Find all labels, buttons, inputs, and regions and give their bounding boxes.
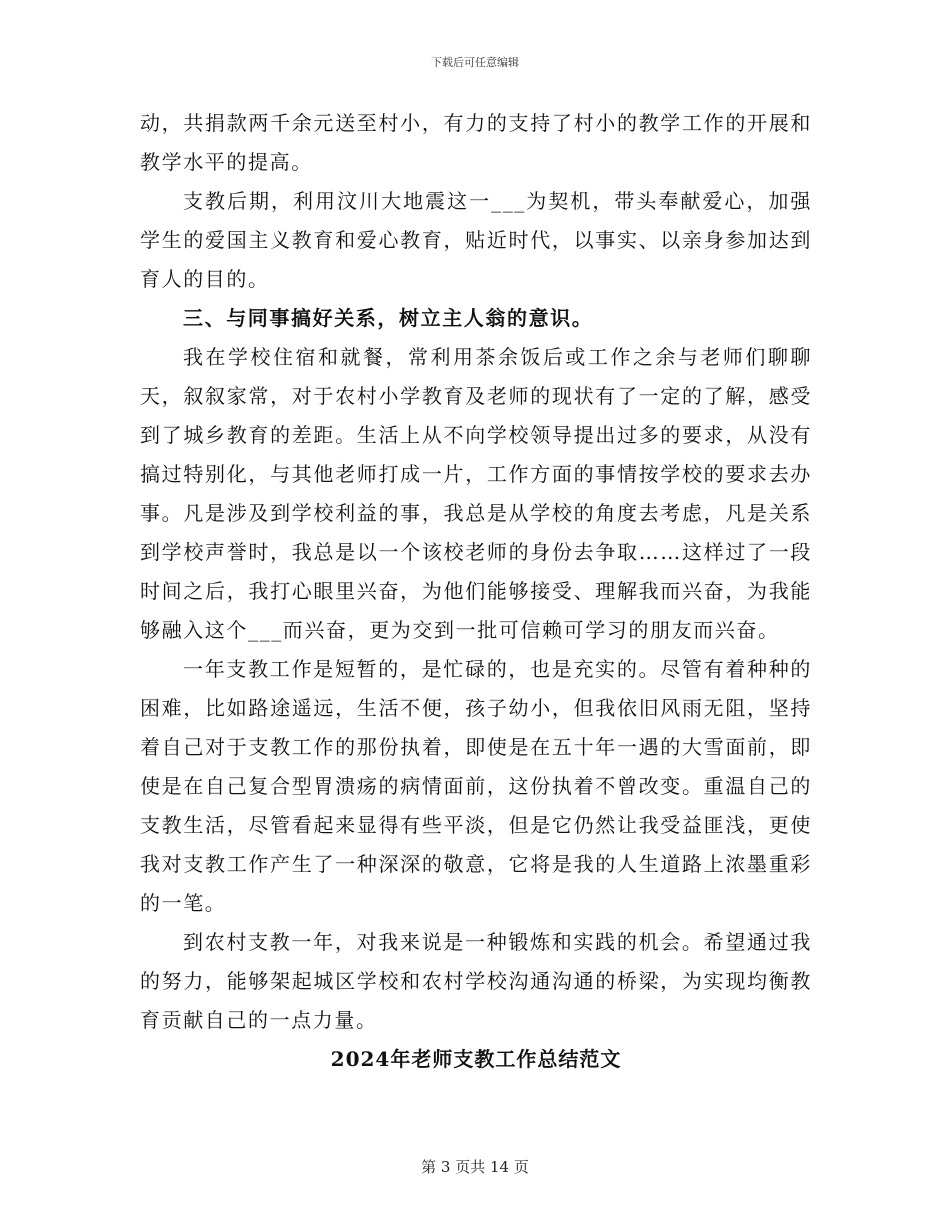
paragraph-continuation: 动，共捐款两千余元送至村小，有力的支持了村小的教学工作的开展和教学水平的提高。 [140,111,812,174]
document-body [140,104,812,1079]
paragraph-late-period: 支教后期，利用汶川大地震这一___为契机，带头奉献爱心，加强学生的爱国主义教育和爱心教育，贴近时代，以事实、以亲身参加达到育人的目的。 [140,189,812,291]
next-article-title: 2024年老师支教工作总结范文 [330,1047,622,1071]
page-header: 下载后可任意编辑 [431,56,519,69]
section-heading-colleagues: 三、与同事搞好关系，树立主人翁的意识。 [183,306,594,330]
page-footer: 第 3 页共 14 页 [421,1158,529,1176]
paragraph-conclusion: 到农村支教一年，对我来说是一种锻炼和实践的机会。希望通过我的努力，能够架起城区学校和农村学校沟通沟通的桥梁，为实现均衡教育贡献自己的一点力量。 [140,930,812,1032]
paragraph-reflection: 一年支教工作是短暂的，是忙碌的，也是充实的。尽管有着种种的困难，比如路途遥远，生活不便，孩子幼小，但我依旧风雨无阻，坚持着自己对于支教工作的那份执着，即使是在五十年一遇的大雪面前，即使是在自己复合型胃溃疡的病情面前，这份执着不曾改变。重温自己的支教生活，尽管看起来显得有些平淡，但是它仍然让我受益匪浅，更使我对支教工作产生了一种深深的敬意，它将是我的人生道路上浓墨重彩的一笔。 [140,657,812,915]
paragraph-colleagues: 我在学校住宿和就餐，常利用茶余饭后或工作之余与老师们聊聊天，叙叙家常，对于农村小学教育及老师的现状有了一定的了解，感受到了城乡教育的差距。生活上从不向学校领导提出过多的要求，从没有搞过特别化，与其他老师打成一片，工作方面的事情按学校的要求去办事。凡是涉及到学校利益的事，我总是从学校的角度去考虑，凡是关系到学校声誉时，我总是以一个该校老师的身份去争取……这样过了一段时间之后，我打心眼里兴奋，为他们能够接受、理解我而兴奋，为我能够融入这个___而兴奋，更为交到一批可信赖可学习的朋友而兴奋。 [140,345,812,642]
